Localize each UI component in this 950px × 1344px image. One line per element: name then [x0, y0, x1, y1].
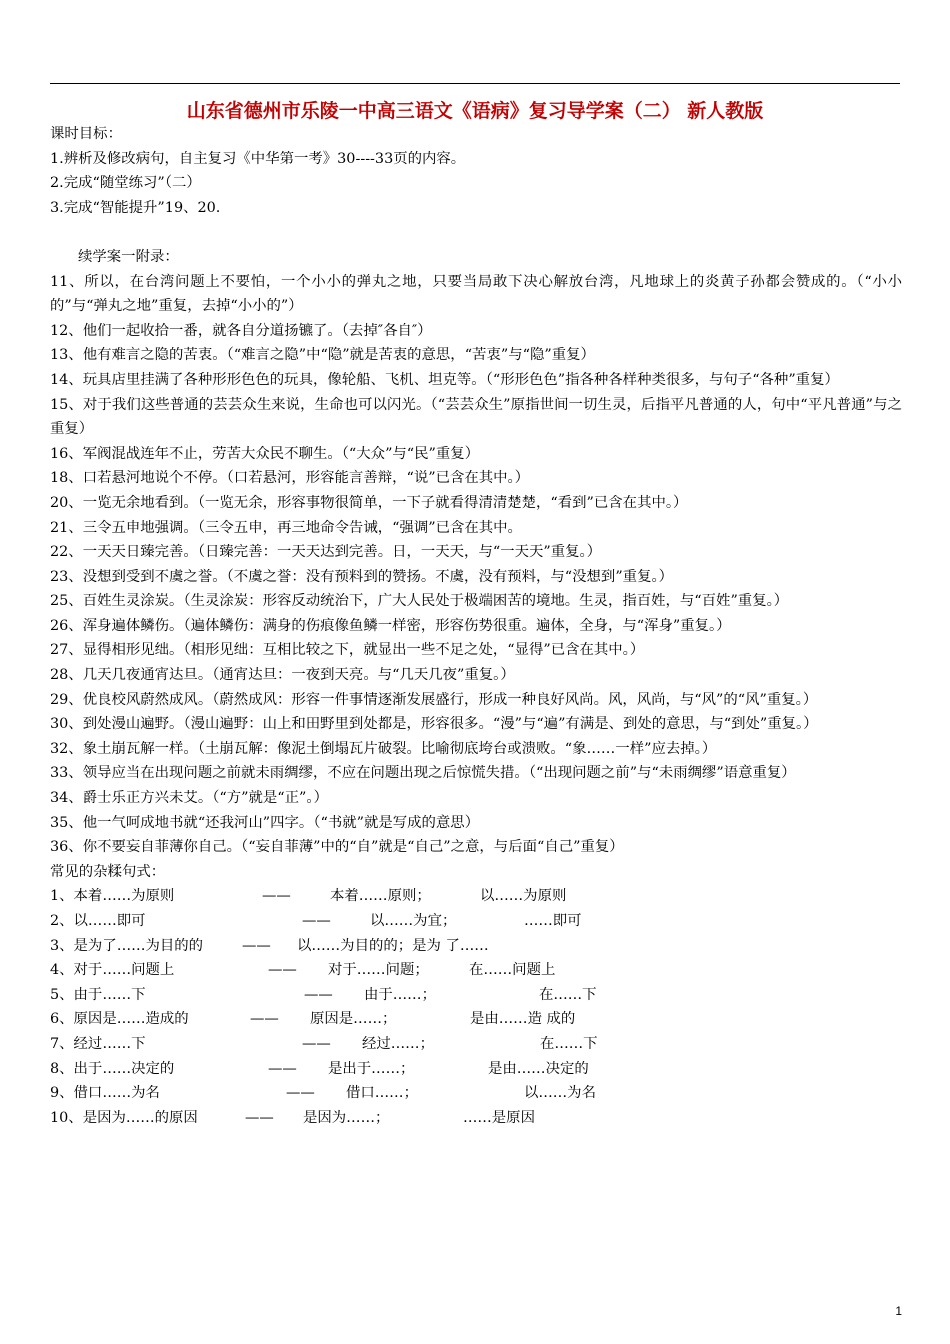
list-item: 30、到处漫山遍野。（漫山遍野：山上和田野里到处都是，形容很多。“漫”与“遍”有满是、到处的意思，与“到处”重复。）	[50, 716, 818, 733]
patterns-heading: 常见的杂糅句式：	[50, 863, 166, 880]
pattern-fix-b: 是由……造 成的	[470, 1011, 576, 1028]
pattern-fix-b: 在……问题上	[469, 962, 556, 979]
goal-item: 3.完成“智能提升”19、20.	[50, 199, 221, 216]
pattern-fix-a: 是因为……；	[303, 1109, 390, 1126]
pattern-dash: ——	[268, 1060, 297, 1077]
list-item: 25、百姓生灵涂炭。（生灵涂炭：形容反动统治下，广大人民处于极端困苦的境地。生灵，指百姓，与“百姓”重复。）	[50, 593, 789, 610]
pattern-fix-a: 本着……原则；	[330, 888, 431, 905]
list-item: 35、他一气呵成地书就“还我河山”四字。（“书就”就是写成的意思）	[50, 814, 480, 831]
pattern-fix-a: 原因是……；	[310, 1011, 397, 1028]
list-item: 32、象土崩瓦解一样。（土崩瓦解：像泥土倒塌瓦片破裂。比喻彻底垮台或溃败。“象……一样”应去掉。）	[50, 740, 717, 757]
list-item: 26、浑身遍体鳞伤。（遍体鳞伤：满身的伤痕像鱼鳞一样密，形容伤势很重。遍体，全身，与“浑身”重复。）	[50, 617, 731, 634]
list-item: 18、口若悬河地说个不停。（口若悬河，形容能言善辩，“说”已含在其中。）	[50, 470, 530, 487]
pattern-fix-b: 是由……决定的	[488, 1060, 589, 1077]
pattern-dash: ——	[262, 888, 291, 905]
list-item: 14、玩具店里挂满了各种形形色色的玩具，像轮船、飞机、坦克等。（“形形色色”指各种各样种类很多，与句子“各种”重复）	[50, 371, 839, 388]
pattern-fix-b: 以……为名	[524, 1085, 596, 1102]
pattern-fix-b: 在……下	[540, 1035, 598, 1052]
list-item: 15、对于我们这些普通的芸芸众生来说，生命也可以闪光。（“芸芸众生”原指世间一切生灵，后指平凡普通的人，句中“平凡普通”与之重复）	[50, 396, 902, 438]
pattern-wrong: 1、本着……为原则	[50, 888, 175, 905]
list-item: 23、没想到受到不虞之誉。（不虞之誉：没有预料到的赞扬。不虞，没有预料，与“没想到”重复。）	[50, 568, 674, 585]
pattern-dash: ——	[250, 1011, 279, 1028]
pattern-dash: ——	[268, 962, 297, 979]
list-item: 21、三令五申地强调。（三令五申，再三地命令告诫，“强调”已含在其中。	[50, 519, 522, 536]
goal-item: 1.辨析及修改病句，自主复习《中华第一考》30----33页的内容。	[50, 150, 466, 167]
pattern-row	[50, 934, 902, 959]
pattern-fix-a: 对于……问题；	[328, 962, 429, 979]
pattern-fix-b: 在……下	[539, 986, 597, 1003]
page-title: 山东省德州市乐陵一中高三语文《语病》复习导学案（二） 新人教版	[186, 100, 764, 122]
pattern-row	[50, 1032, 902, 1057]
pattern-fix-a: 借口……；	[346, 1085, 418, 1102]
list-item: 22、一天天日臻完善。（日臻完善：一天天达到完善。日，一天天，与“一天天”重复。）	[50, 544, 602, 561]
goal-item: 2.完成“随堂练习”（二）	[50, 175, 201, 192]
list-item: 13、他有难言之隐的苦衷。（“难言之隐”中“隐”就是苦衷的意思，“苦衷”与“隐”重复）	[50, 347, 595, 364]
document-body	[50, 122, 902, 1130]
pattern-fix-a: 由于……；	[364, 986, 436, 1003]
pattern-dash: ——	[302, 1035, 331, 1052]
pattern-row	[50, 884, 902, 909]
pattern-fix-a: 以……为目的的；是为 了……	[297, 937, 489, 954]
pattern-wrong: 6、原因是……造成的	[50, 1011, 189, 1028]
patterns-list	[50, 884, 902, 1130]
pattern-row	[50, 909, 902, 934]
pattern-row	[50, 983, 902, 1008]
pattern-wrong: 4、对于……问题上	[50, 962, 175, 979]
pattern-fix-a: 是出于……；	[328, 1060, 415, 1077]
list-item: 27、显得相形见绌。（相形见绌：互相比较之下，就显出一些不足之处，“显得”已含在其中。）	[50, 642, 645, 659]
goals-heading: 课时目标：	[50, 126, 122, 142]
pattern-row	[50, 958, 902, 983]
list-item: 36、你不要妄自菲薄你自己。（“妄自菲薄”中的“自”就是“自己”之意，与后面“自己”重复）	[50, 839, 624, 856]
list-item: 20、一览无余地看到。（一览无余，形容事物很简单，一下子就看得清清楚楚，“看到”已含在其中。）	[50, 494, 688, 511]
pattern-wrong: 9、借口……为名	[50, 1085, 160, 1102]
pattern-row	[50, 1081, 902, 1106]
pattern-wrong: 10、是因为……的原因	[50, 1109, 198, 1126]
pattern-dash: ——	[304, 986, 333, 1003]
top-rule	[50, 83, 900, 84]
pattern-row	[50, 1007, 902, 1032]
list-item: 11、所以，在台湾问题上不要怕，一个小小的弹丸之地，只要当局敢下决心解放台湾，凡地球上的炎黄子孙都会赞成的。（“小小的”与“弹丸之地”重复，去掉“小小的”）	[50, 273, 902, 315]
pattern-fix-b: ……是原因	[463, 1109, 535, 1126]
list-item: 33、领导应当在出现问题之前就未雨绸缪，不应在问题出现之后惊慌失措。（“出现问题之前”与“未雨绸缪”语意重复）	[50, 765, 796, 782]
list-item: 16、军阀混战连年不止，劳苦大众民不聊生。（“大众”与“民”重复）	[50, 445, 480, 462]
pattern-fix-b: ……即可	[524, 913, 582, 929]
list-item: 34、爵士乐正方兴未艾。（“方”就是“正”。）	[50, 790, 328, 807]
pattern-dash: ——	[245, 1109, 274, 1126]
pattern-fix-b: 以……为原则	[480, 888, 567, 905]
pattern-dash: ——	[286, 1085, 315, 1102]
pattern-fix-a: 以……为宜；	[370, 913, 457, 929]
appendix-heading: 续学案一附录：	[78, 248, 179, 265]
list-item: 29、优良校风蔚然成风。（蔚然成风：形容一件事情逐渐发展盛行，形成一种良好风尚。风，风尚，与“风”的“风”重复。）	[50, 691, 818, 708]
pattern-wrong: 7、经过……下	[50, 1035, 146, 1052]
pattern-fix-a: 经过……；	[362, 1035, 434, 1052]
pattern-dash: ——	[242, 937, 271, 954]
pattern-dash: ——	[302, 913, 331, 929]
spacer	[50, 220, 902, 245]
list-item: 12、他们一起收拾一番，就各自分道扬镳了。（去掉″各自″）	[50, 322, 432, 339]
page-number: 1	[895, 1304, 902, 1318]
list-item: 28、几天几夜通宵达旦。（通宵达旦：一夜到天亮。与“几天几夜”重复。）	[50, 667, 515, 684]
pattern-wrong: 8、出于……决定的	[50, 1060, 175, 1077]
pattern-wrong: 5、由于……下	[50, 986, 146, 1003]
pattern-row	[50, 1106, 902, 1131]
pattern-wrong: 3、是为了……为目的的	[50, 937, 204, 954]
pattern-wrong: 2、以……即可	[50, 913, 146, 929]
pattern-row	[50, 1057, 902, 1082]
